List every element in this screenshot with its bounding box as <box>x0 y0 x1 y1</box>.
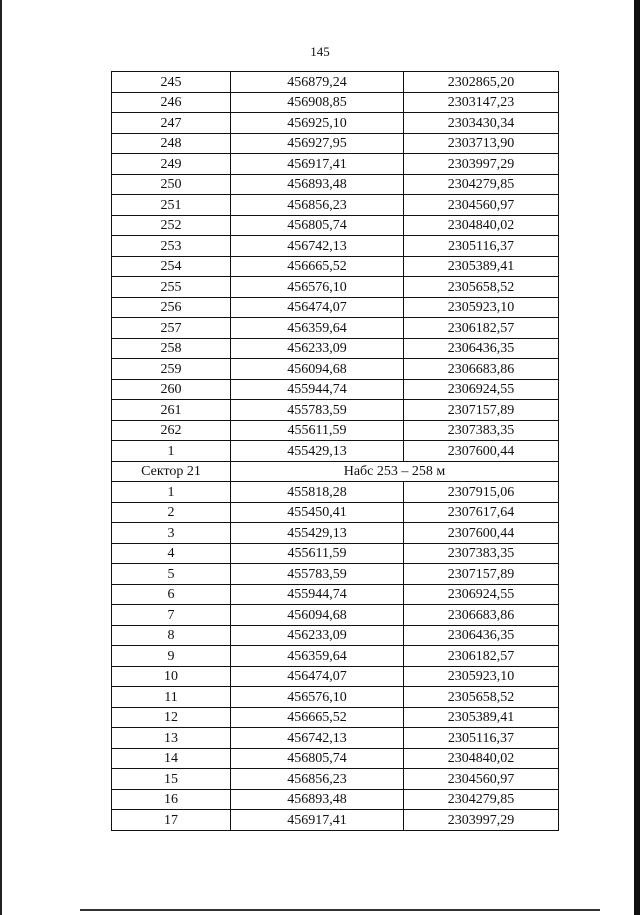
table-row <box>112 400 559 421</box>
point-number-cell: 247 <box>112 113 231 134</box>
x-coordinate-cell: 455783,59 <box>231 564 404 585</box>
table-row <box>112 543 559 564</box>
table-row <box>112 215 559 236</box>
table-row <box>112 502 559 523</box>
table-row <box>112 482 559 503</box>
x-coordinate-cell: 455611,59 <box>231 543 404 564</box>
point-number-cell: 17 <box>112 810 231 831</box>
x-coordinate-cell: 455429,13 <box>231 441 404 462</box>
page-number: 145 <box>310 44 330 59</box>
y-coordinate-cell: 2304279,85 <box>404 174 559 195</box>
point-number-cell: 4 <box>112 543 231 564</box>
x-coordinate-cell: 456742,13 <box>231 728 404 749</box>
sector-header <box>112 461 559 482</box>
point-number-cell: 252 <box>112 215 231 236</box>
y-coordinate-cell: 2306924,55 <box>404 584 559 605</box>
table-row <box>112 769 559 790</box>
table-row <box>112 195 559 216</box>
y-coordinate-cell: 2303147,23 <box>404 92 559 113</box>
y-coordinate-cell: 2306182,57 <box>404 318 559 339</box>
table-row <box>112 584 559 605</box>
y-coordinate-cell: 2304840,02 <box>404 215 559 236</box>
y-coordinate-cell: 2306436,35 <box>404 625 559 646</box>
table-row <box>112 646 559 667</box>
x-coordinate-cell: 456233,09 <box>231 625 404 646</box>
y-coordinate-cell: 2303713,90 <box>404 133 559 154</box>
x-coordinate-cell: 456474,07 <box>231 666 404 687</box>
point-number-cell: 261 <box>112 400 231 421</box>
x-coordinate-cell: 456917,41 <box>231 154 404 175</box>
x-coordinate-cell: 456359,64 <box>231 646 404 667</box>
table-row <box>112 625 559 646</box>
point-number-cell: 1 <box>112 482 231 503</box>
y-coordinate-cell: 2304560,97 <box>404 769 559 790</box>
table-row <box>112 92 559 113</box>
point-number-cell: 1 <box>112 441 231 462</box>
point-number-cell: 5 <box>112 564 231 585</box>
y-coordinate-cell: 2303997,29 <box>404 154 559 175</box>
y-coordinate-cell: 2306182,57 <box>404 646 559 667</box>
table-row <box>112 133 559 154</box>
scan-border-left <box>0 0 2 915</box>
point-number-cell: 255 <box>112 277 231 298</box>
coordinates-rows-bottom <box>112 482 559 831</box>
x-coordinate-cell: 455944,74 <box>231 379 404 400</box>
point-number-cell: 256 <box>112 297 231 318</box>
point-number-cell: 7 <box>112 605 231 626</box>
x-coordinate-cell: 455818,28 <box>231 482 404 503</box>
x-coordinate-cell: 456665,52 <box>231 707 404 728</box>
x-coordinate-cell: 456094,68 <box>231 359 404 380</box>
scan-border-bottom <box>80 909 600 911</box>
x-coordinate-cell: 456805,74 <box>231 748 404 769</box>
point-number-cell: 3 <box>112 523 231 544</box>
y-coordinate-cell: 2307157,89 <box>404 400 559 421</box>
y-coordinate-cell: 2305116,37 <box>404 236 559 257</box>
scan-border-right <box>634 0 640 915</box>
y-coordinate-cell: 2303430,34 <box>404 113 559 134</box>
point-number-cell: 245 <box>112 72 231 93</box>
x-coordinate-cell: 456576,10 <box>231 277 404 298</box>
point-number-cell: 258 <box>112 338 231 359</box>
y-coordinate-cell: 2306436,35 <box>404 338 559 359</box>
table-row <box>112 564 559 585</box>
sector-depth: Набс 253 – 258 м <box>231 461 559 482</box>
x-coordinate-cell: 455611,59 <box>231 420 404 441</box>
table-row <box>112 154 559 175</box>
coordinates-rows-top <box>112 72 559 462</box>
point-number-cell: 259 <box>112 359 231 380</box>
point-number-cell: 11 <box>112 687 231 708</box>
x-coordinate-cell: 456856,23 <box>231 769 404 790</box>
point-number-cell: 6 <box>112 584 231 605</box>
table-row <box>112 420 559 441</box>
point-number-cell: 9 <box>112 646 231 667</box>
y-coordinate-cell: 2305923,10 <box>404 666 559 687</box>
table-row <box>112 72 559 93</box>
y-coordinate-cell: 2305658,52 <box>404 687 559 708</box>
point-number-cell: 254 <box>112 256 231 277</box>
x-coordinate-cell: 455783,59 <box>231 400 404 421</box>
y-coordinate-cell: 2305389,41 <box>404 707 559 728</box>
table-row <box>112 666 559 687</box>
x-coordinate-cell: 456879,24 <box>231 72 404 93</box>
y-coordinate-cell: 2306683,86 <box>404 359 559 380</box>
x-coordinate-cell: 455944,74 <box>231 584 404 605</box>
table-row <box>112 174 559 195</box>
x-coordinate-cell: 456908,85 <box>231 92 404 113</box>
table-row <box>112 687 559 708</box>
point-number-cell: 251 <box>112 195 231 216</box>
point-number-cell: 262 <box>112 420 231 441</box>
y-coordinate-cell: 2307383,35 <box>404 543 559 564</box>
y-coordinate-cell: 2303997,29 <box>404 810 559 831</box>
x-coordinate-cell: 456805,74 <box>231 215 404 236</box>
table-row <box>112 297 559 318</box>
y-coordinate-cell: 2304840,02 <box>404 748 559 769</box>
table-row <box>112 113 559 134</box>
sector-row <box>112 461 559 482</box>
x-coordinate-cell: 456474,07 <box>231 297 404 318</box>
table-row <box>112 789 559 810</box>
table-row <box>112 277 559 298</box>
table-row <box>112 236 559 257</box>
point-number-cell: 257 <box>112 318 231 339</box>
point-number-cell: 8 <box>112 625 231 646</box>
table-row <box>112 256 559 277</box>
point-number-cell: 250 <box>112 174 231 195</box>
y-coordinate-cell: 2304279,85 <box>404 789 559 810</box>
y-coordinate-cell: 2307915,06 <box>404 482 559 503</box>
point-number-cell: 260 <box>112 379 231 400</box>
x-coordinate-cell: 456742,13 <box>231 236 404 257</box>
table-row <box>112 379 559 400</box>
x-coordinate-cell: 456359,64 <box>231 318 404 339</box>
point-number-cell: 2 <box>112 502 231 523</box>
table-row <box>112 810 559 831</box>
point-number-cell: 13 <box>112 728 231 749</box>
point-number-cell: 248 <box>112 133 231 154</box>
y-coordinate-cell: 2306924,55 <box>404 379 559 400</box>
y-coordinate-cell: 2302865,20 <box>404 72 559 93</box>
x-coordinate-cell: 456576,10 <box>231 687 404 708</box>
point-number-cell: 10 <box>112 666 231 687</box>
y-coordinate-cell: 2305389,41 <box>404 256 559 277</box>
point-number-cell: 246 <box>112 92 231 113</box>
coordinates-table <box>111 71 559 831</box>
table-row <box>112 318 559 339</box>
table-row <box>112 338 559 359</box>
table-row <box>112 441 559 462</box>
y-coordinate-cell: 2305116,37 <box>404 728 559 749</box>
point-number-cell: 15 <box>112 769 231 790</box>
x-coordinate-cell: 456925,10 <box>231 113 404 134</box>
y-coordinate-cell: 2307600,44 <box>404 523 559 544</box>
x-coordinate-cell: 455450,41 <box>231 502 404 523</box>
x-coordinate-cell: 456917,41 <box>231 810 404 831</box>
x-coordinate-cell: 456665,52 <box>231 256 404 277</box>
y-coordinate-cell: 2307600,44 <box>404 441 559 462</box>
table-row <box>112 707 559 728</box>
point-number-cell: 14 <box>112 748 231 769</box>
table-row <box>112 748 559 769</box>
x-coordinate-cell: 456893,48 <box>231 174 404 195</box>
table-row <box>112 523 559 544</box>
x-coordinate-cell: 455429,13 <box>231 523 404 544</box>
y-coordinate-cell: 2305923,10 <box>404 297 559 318</box>
y-coordinate-cell: 2307617,64 <box>404 502 559 523</box>
point-number-cell: 16 <box>112 789 231 810</box>
table-row <box>112 359 559 380</box>
y-coordinate-cell: 2304560,97 <box>404 195 559 216</box>
table-row <box>112 728 559 749</box>
point-number-cell: 12 <box>112 707 231 728</box>
x-coordinate-cell: 456927,95 <box>231 133 404 154</box>
sector-label: Сектор 21 <box>112 461 231 482</box>
x-coordinate-cell: 456893,48 <box>231 789 404 810</box>
table-row <box>112 605 559 626</box>
point-number-cell: 253 <box>112 236 231 257</box>
y-coordinate-cell: 2305658,52 <box>404 277 559 298</box>
x-coordinate-cell: 456094,68 <box>231 605 404 626</box>
y-coordinate-cell: 2307157,89 <box>404 564 559 585</box>
x-coordinate-cell: 456233,09 <box>231 338 404 359</box>
point-number-cell: 249 <box>112 154 231 175</box>
y-coordinate-cell: 2306683,86 <box>404 605 559 626</box>
y-coordinate-cell: 2307383,35 <box>404 420 559 441</box>
x-coordinate-cell: 456856,23 <box>231 195 404 216</box>
